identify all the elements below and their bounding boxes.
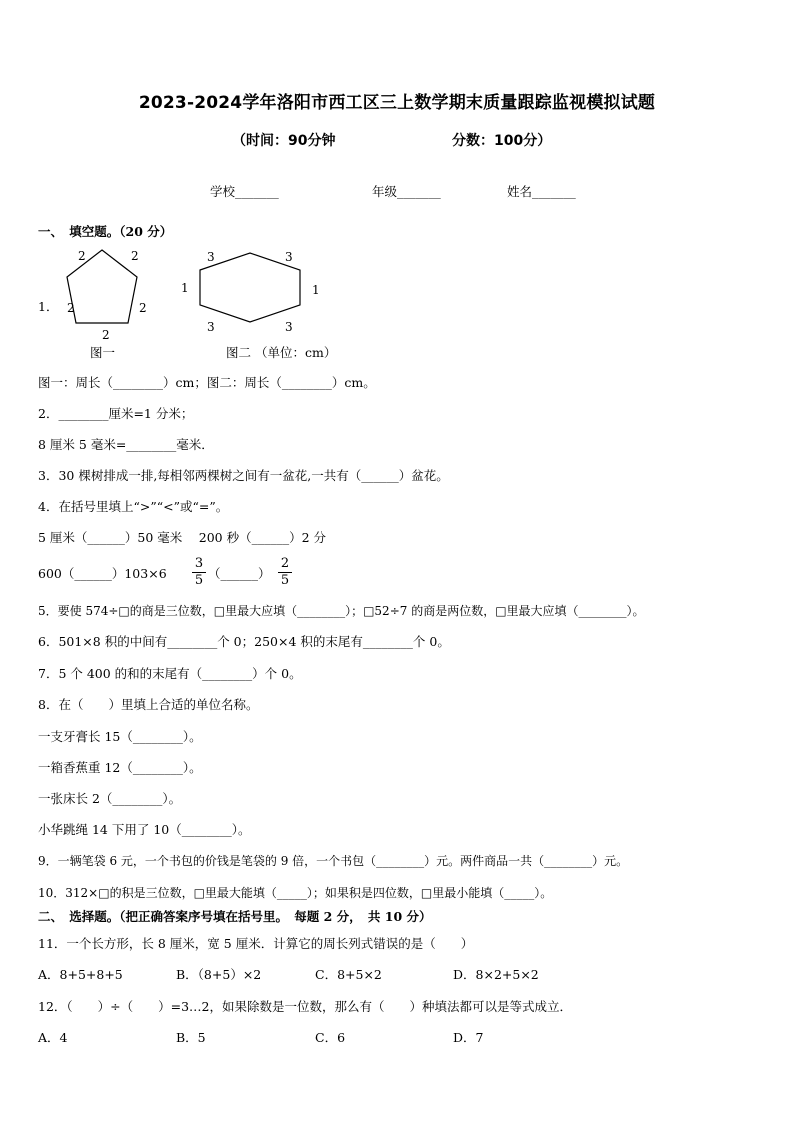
q11-option-a: A．8+5+8+5 bbox=[38, 967, 123, 982]
q11-text: 11．一个长方形，长 8 厘米，宽 5 厘米．计算它的周长列式错误的是（ ） bbox=[38, 936, 474, 951]
grade-field: 年级_______ bbox=[372, 184, 441, 199]
exam-time: （时间：90分钟 bbox=[232, 133, 336, 149]
hexagon-side-label: 1 bbox=[181, 281, 189, 295]
fraction-numerator: 2 bbox=[278, 556, 292, 573]
q8-item: 小华跳绳 14 下用了 10（________）。 bbox=[38, 822, 251, 837]
hexagon-figure bbox=[175, 245, 325, 335]
hexagon-side-label: 3 bbox=[285, 320, 293, 334]
pentagon-side-label: 2 bbox=[131, 249, 139, 263]
q2-line2: 8 厘米 5 毫米=________毫米． bbox=[38, 437, 214, 452]
fraction-denominator: 5 bbox=[280, 573, 290, 588]
q12-option-c: C．6 bbox=[315, 1030, 346, 1045]
q12-option-d: D．7 bbox=[453, 1030, 484, 1045]
q8-item: 一支牙膏长 15（________）。 bbox=[38, 729, 202, 744]
pentagon-side-label: 2 bbox=[139, 301, 147, 315]
q1-number: 1． bbox=[38, 299, 59, 314]
hexagon-side-label: 3 bbox=[207, 250, 215, 264]
school-field: 学校_______ bbox=[210, 184, 279, 199]
q8-text: 8．在（ ）里填上合适的单位名称。 bbox=[38, 697, 259, 712]
pentagon-side-label: 2 bbox=[102, 328, 110, 342]
section1-heading: 一、 填空题。（20 分） bbox=[38, 224, 173, 239]
q8-item: 一箱香蕉重 12（________）。 bbox=[38, 760, 202, 775]
fraction-three-fifths bbox=[192, 556, 206, 589]
fraction-two-fifths bbox=[278, 556, 292, 589]
q2-line1: 2．________厘米=1 分米； bbox=[38, 406, 194, 421]
figure1-label: 图一 bbox=[90, 345, 116, 360]
q11-option-c: C．8+5×2 bbox=[315, 967, 382, 982]
q12-text: 12．（ ）÷（ ）=3…2，如果除数是一位数，那么有（ ）种填法都可以是等式成立． bbox=[38, 999, 573, 1014]
q6-text: 6．501×8 积的中间有________个 0；250×4 积的末尾有________个 0。 bbox=[38, 634, 450, 649]
figure2-label: 图二 （单位：cm） bbox=[226, 345, 337, 360]
q9-text: 9．一辆笔袋 6 元，一个书包的价钱是笔袋的 9 倍，一个书包（________）元。两件商品一共（________）元。 bbox=[38, 854, 629, 868]
q10-text: 10．312×□的积是三位数，□里最大能填（_____）；如果积是四位数，□里最小能填（_____）。 bbox=[38, 886, 553, 900]
hexagon-side-label: 3 bbox=[285, 250, 293, 264]
q7-text: 7．5 个 400 的和的末尾有（________）个 0。 bbox=[38, 666, 302, 681]
q4-text: 4．在括号里填上“>”“<”或“=”。 bbox=[38, 499, 229, 514]
q4-blank: （______） bbox=[208, 566, 271, 581]
q11-option-b: B．（8+5）×2 bbox=[176, 967, 262, 982]
q12-option-a: A．4 bbox=[38, 1030, 68, 1045]
q4-row1: 5 厘米（______）50 毫米 200 秒（______）2 分 bbox=[38, 530, 327, 545]
fraction-denominator: 5 bbox=[194, 573, 204, 588]
pentagon-figure bbox=[55, 240, 165, 345]
pentagon-side-label: 2 bbox=[67, 301, 75, 315]
hexagon-side-label: 1 bbox=[312, 283, 320, 297]
hexagon-side-label: 3 bbox=[207, 320, 215, 334]
q11-option-d: D．8×2+5×2 bbox=[453, 967, 539, 982]
exam-score: 分数：100分） bbox=[452, 133, 552, 149]
fraction-numerator: 3 bbox=[192, 556, 206, 573]
page-title: 2023-2024学年洛阳市西工区三上数学期末质量跟踪监视模拟试题 bbox=[138, 93, 656, 113]
q1-text: 图一：周长（________）cm；图二：周长（________）cm。 bbox=[38, 375, 376, 390]
section2-heading: 二、 选择题。（把正确答案序号填在括号里。 每题 2 分， 共 10 分） bbox=[38, 909, 432, 924]
q12-option-b: B．5 bbox=[176, 1030, 206, 1045]
q3-text: 3．30 棵树排成一排,每相邻两棵树之间有一盆花,一共有（______）盆花。 bbox=[38, 468, 449, 483]
q4-row2: 600（______）103×6 bbox=[38, 566, 167, 581]
q5-text: 5．要使 574÷□的商是三位数，□里最大应填（________）；□52÷7 的商是两位数，□里最大应填（________）。 bbox=[38, 604, 645, 618]
pentagon-side-label: 2 bbox=[78, 249, 86, 263]
name-field: 姓名_______ bbox=[507, 184, 576, 199]
q8-item: 一张床长 2（________）。 bbox=[38, 791, 182, 806]
